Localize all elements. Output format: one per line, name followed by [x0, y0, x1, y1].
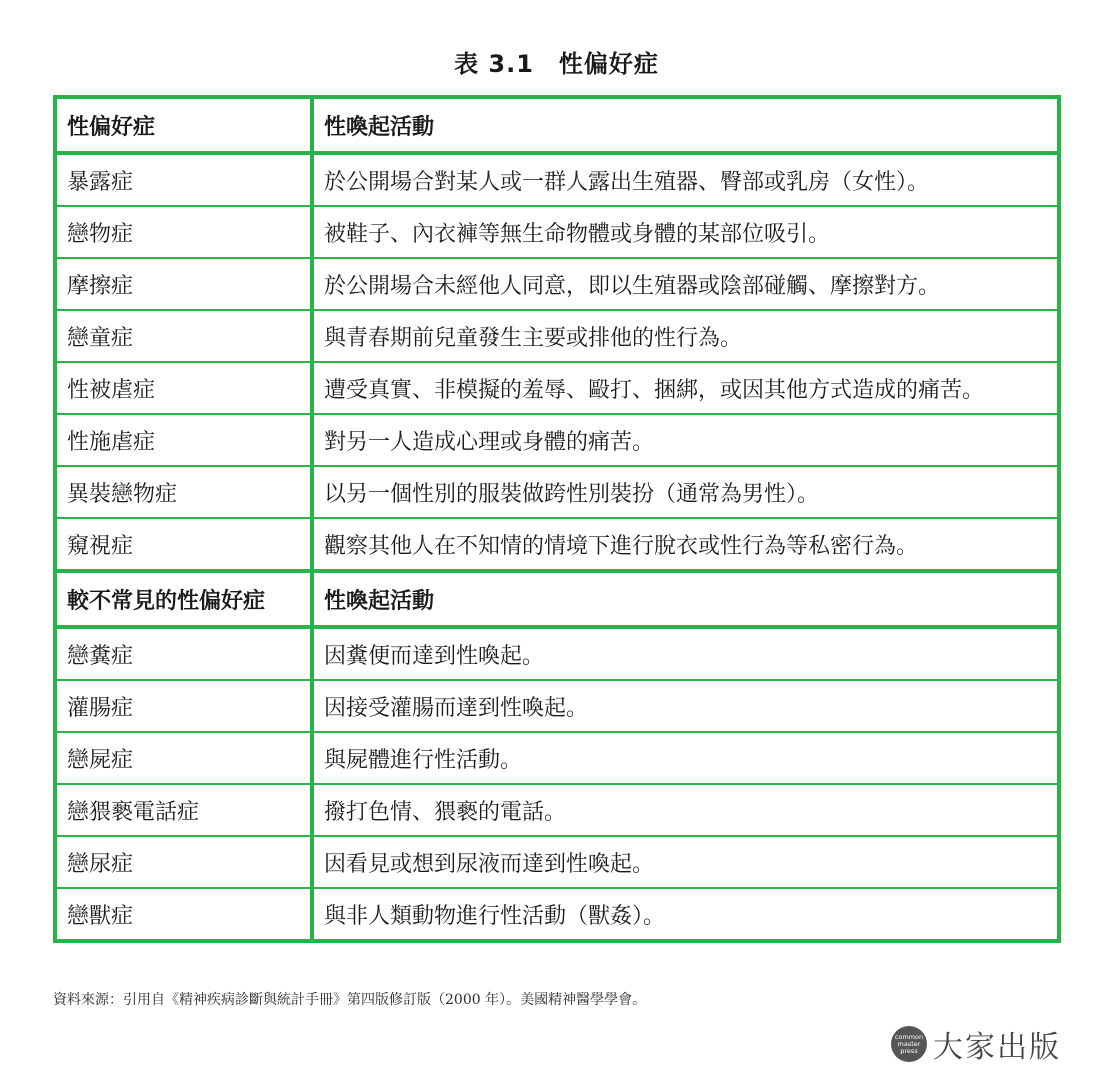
activity-cell: 以另一個性別的服裝做跨性別裝扮（通常為男性）。 — [312, 466, 1059, 518]
activity-cell: 與非人類動物進行性活動（獸姦）。 — [312, 888, 1059, 941]
table-row — [55, 627, 1059, 680]
paraphilia-table — [53, 95, 1061, 943]
disorder-cell: 戀尿症 — [55, 836, 312, 888]
table-row — [55, 206, 1059, 258]
disorder-cell: 窺視症 — [55, 518, 312, 571]
activity-cell: 因接受灌腸而達到性喚起。 — [312, 680, 1059, 732]
disorder-cell: 性被虐症 — [55, 362, 312, 414]
table-row — [55, 362, 1059, 414]
activity-cell: 於公開場合未經他人同意，即以生殖器或陰部碰觸、摩擦對方。 — [312, 258, 1059, 310]
disorder-cell: 性施虐症 — [55, 414, 312, 466]
header-disorder: 性偏好症 — [55, 97, 312, 153]
disorder-cell: 灌腸症 — [55, 680, 312, 732]
table-row — [55, 888, 1059, 941]
activity-cell: 與青春期前兒童發生主要或排他的性行為。 — [312, 310, 1059, 362]
badge-line-2: master — [897, 1039, 921, 1048]
source-note: 資料來源：引用自《精神疾病診斷與統計手冊》第四版修訂版（2000 年）。美國精神醫學學會。 — [53, 992, 647, 1008]
table-title: 表 3.1 性偏好症 — [454, 50, 659, 78]
badge-line-1: common — [894, 1032, 924, 1041]
activity-cell: 對另一人造成心理或身體的痛苦。 — [312, 414, 1059, 466]
header-activity: 性喚起活動 — [312, 571, 1059, 627]
publisher-logo — [891, 1022, 1061, 1066]
table-row — [55, 784, 1059, 836]
table-row — [55, 153, 1059, 206]
table-row — [55, 258, 1059, 310]
disorder-cell: 摩擦症 — [55, 258, 312, 310]
table-row — [55, 518, 1059, 571]
header-disorder: 較不常見的性偏好症 — [55, 571, 312, 627]
activity-cell: 與屍體進行性活動。 — [312, 732, 1059, 784]
disorder-cell: 異裝戀物症 — [55, 466, 312, 518]
activity-cell: 於公開場合對某人或一群人露出生殖器、臀部或乳房（女性）。 — [312, 153, 1059, 206]
header-activity: 性喚起活動 — [312, 97, 1059, 153]
table-row — [55, 414, 1059, 466]
publisher-badge-icon — [891, 1026, 927, 1062]
table-row — [55, 836, 1059, 888]
publisher-name: 大家出版 — [933, 1030, 1061, 1065]
disorder-cell: 戀糞症 — [55, 627, 312, 680]
disorder-cell: 戀獸症 — [55, 888, 312, 941]
activity-cell: 因看見或想到尿液而達到性喚起。 — [312, 836, 1059, 888]
disorder-cell: 戀屍症 — [55, 732, 312, 784]
disorder-cell: 戀猥褻電話症 — [55, 784, 312, 836]
disorder-cell: 戀童症 — [55, 310, 312, 362]
table-row — [55, 680, 1059, 732]
activity-cell: 被鞋子、內衣褲等無生命物體或身體的某部位吸引。 — [312, 206, 1059, 258]
table-row — [55, 310, 1059, 362]
disorder-cell: 戀物症 — [55, 206, 312, 258]
disorder-cell: 暴露症 — [55, 153, 312, 206]
table-header-row — [55, 97, 1059, 153]
activity-cell: 因糞便而達到性喚起。 — [312, 627, 1059, 680]
badge-line-3: press — [900, 1046, 918, 1055]
table-row — [55, 732, 1059, 784]
activity-cell: 觀察其他人在不知情的情境下進行脫衣或性行為等私密行為。 — [312, 518, 1059, 571]
activity-cell: 撥打色情、猥褻的電話。 — [312, 784, 1059, 836]
table-row — [55, 466, 1059, 518]
table-header-row — [55, 571, 1059, 627]
activity-cell: 遭受真實、非模擬的羞辱、毆打、捆綁，或因其他方式造成的痛苦。 — [312, 362, 1059, 414]
